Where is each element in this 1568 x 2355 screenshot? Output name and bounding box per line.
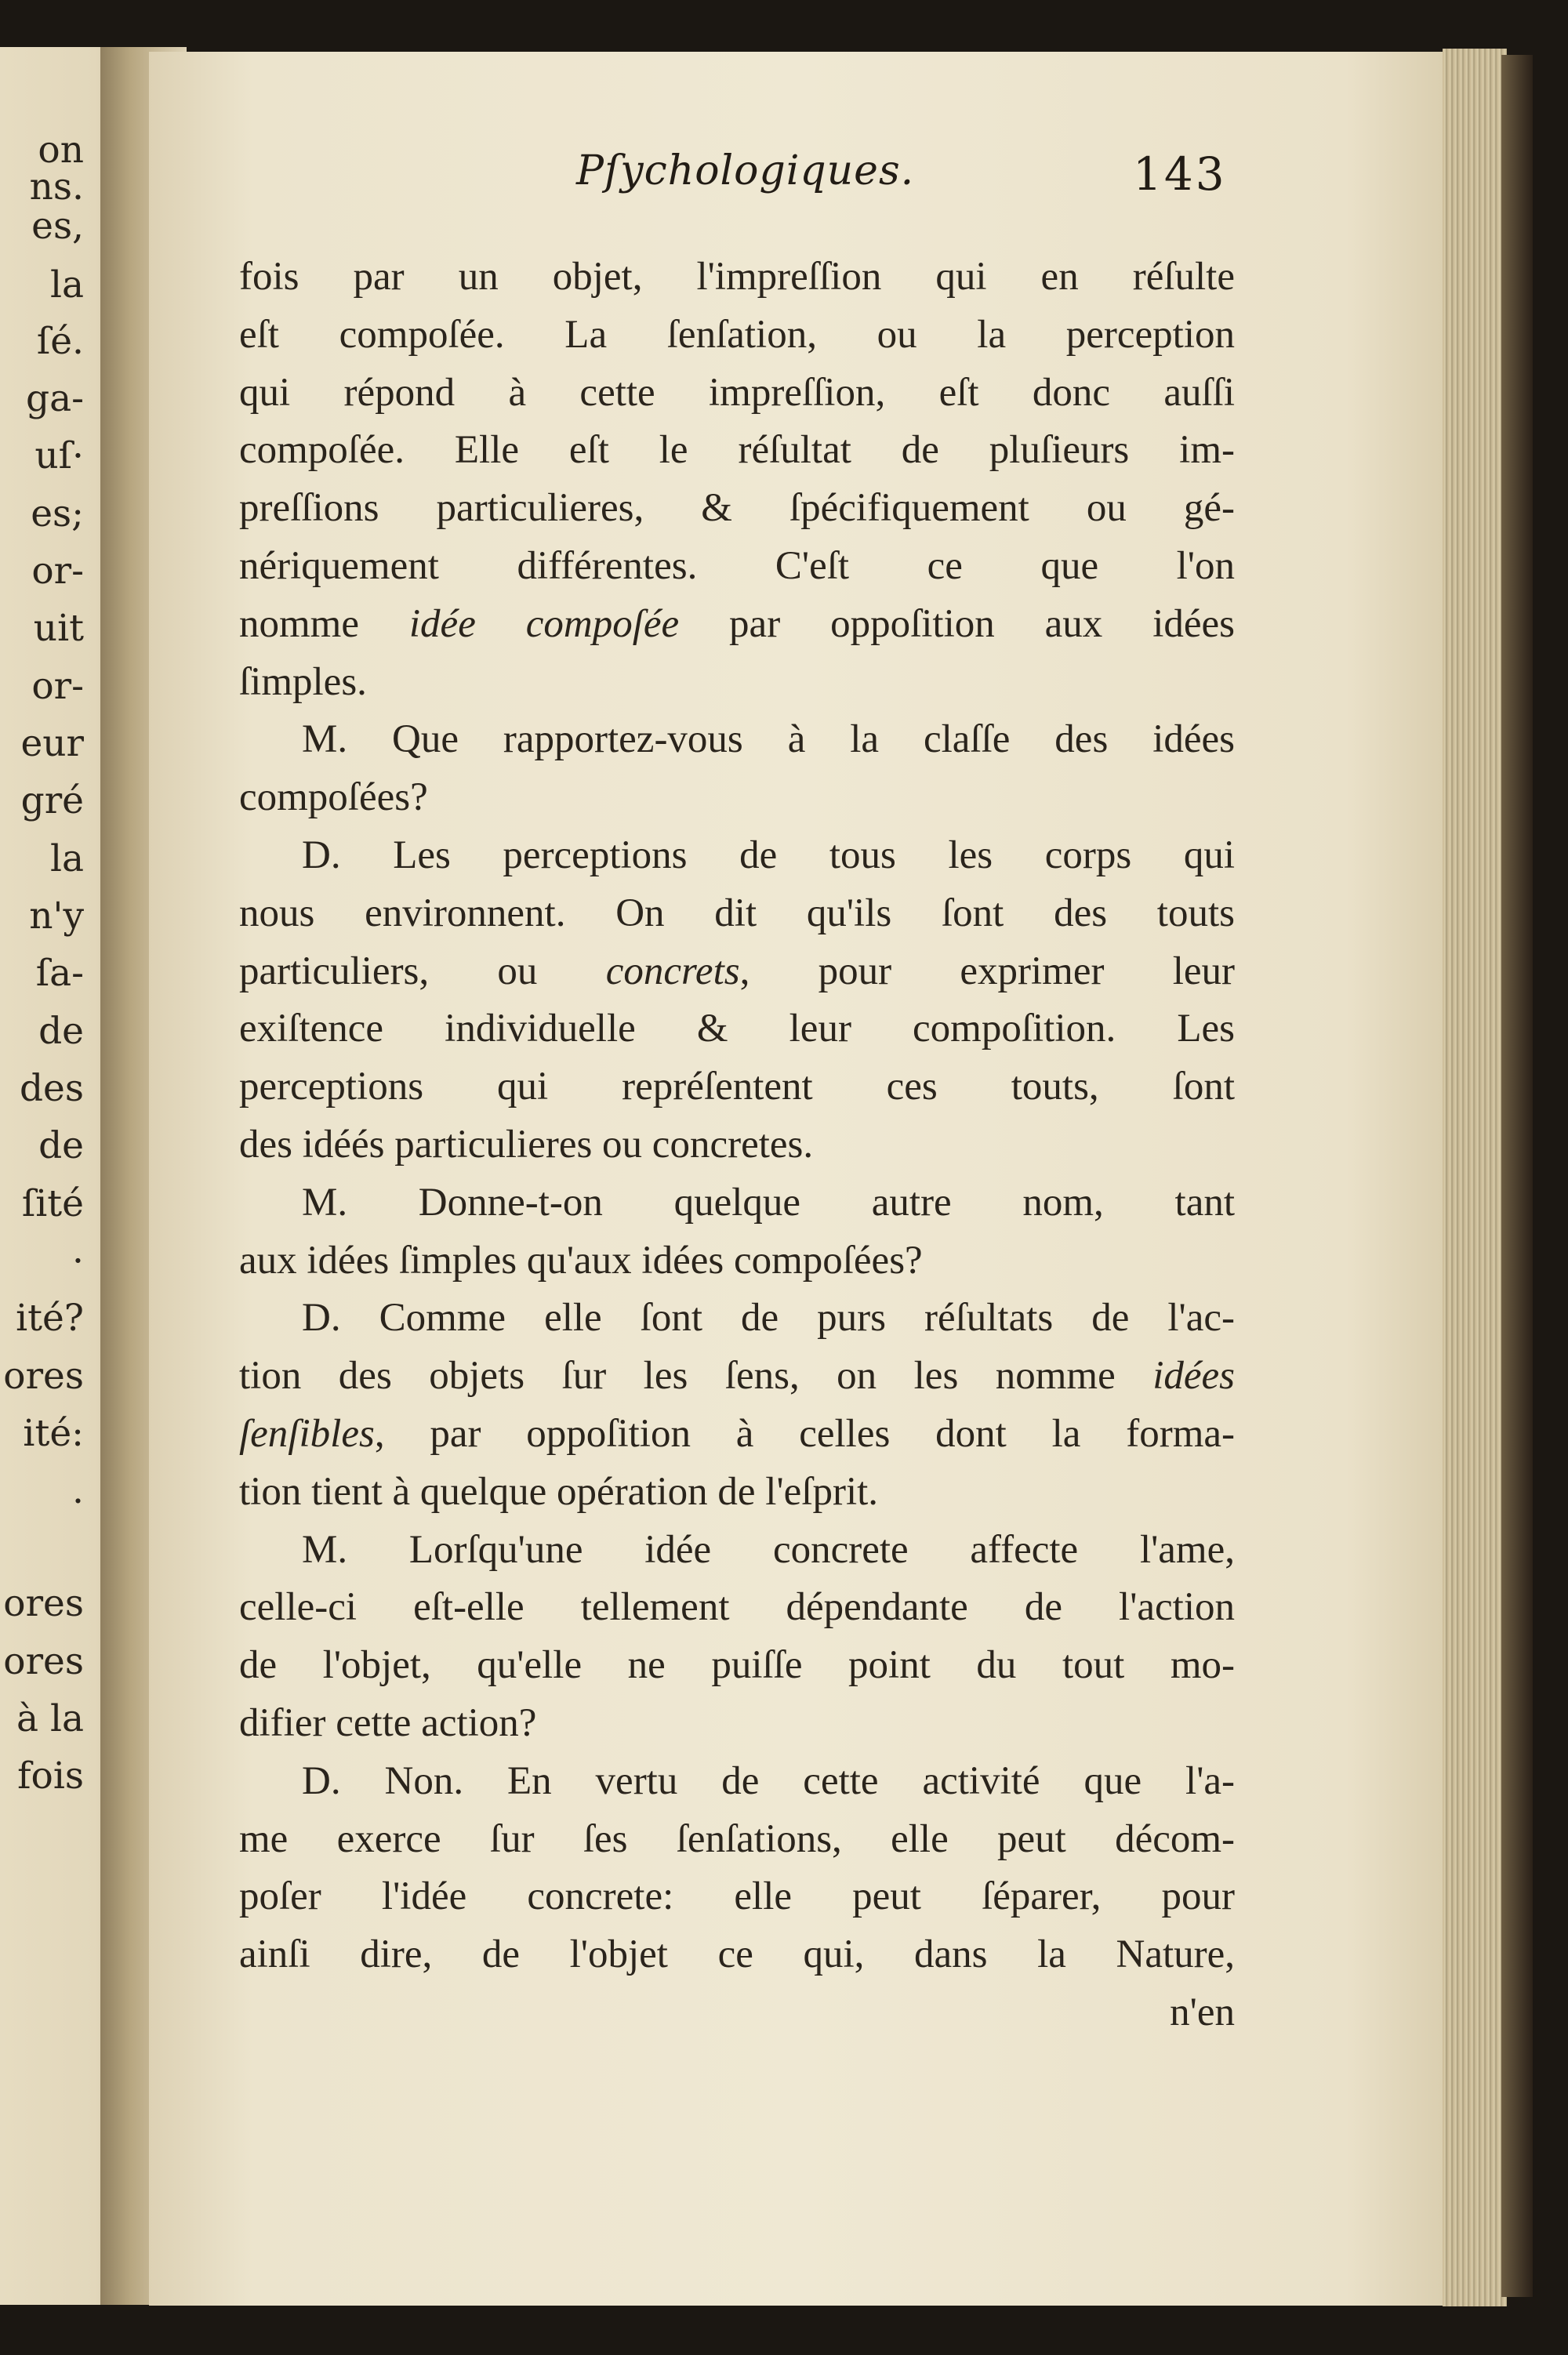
text-line: D. Non. En vertu de cette activité que l'a- — [302, 1758, 1235, 1803]
left-fragment: ité? — [16, 1297, 84, 1340]
line-segment: , pour exprimer leur — [739, 949, 1236, 993]
text-line: nériquement différentes. C'eſt ce que l'on — [239, 543, 1235, 588]
left-fragment: uit — [33, 607, 84, 650]
left-fragment: ores — [3, 1582, 84, 1625]
left-fragment: ns. — [29, 165, 84, 209]
text-line: M. Que rapportez-vous à la claſſe des idées — [302, 717, 1235, 762]
text-line: eſt compoſée. La ſenſation, ou la perception — [239, 312, 1235, 357]
left-fragment: ſa- — [35, 952, 84, 995]
left-fragment: eur — [20, 722, 84, 765]
text-line: exiſtence individuelle & leur compoſition. Les — [239, 1007, 1235, 1051]
page-number: 143 — [1133, 147, 1227, 201]
left-fragment: or- — [31, 550, 84, 593]
text-line: D. Comme elle ſont de purs réſultats de l'ac- — [302, 1296, 1235, 1341]
text-line: qui répond à cette impreſſion, eſt donc auſſi — [239, 370, 1235, 415]
left-fragment: gré — [20, 779, 84, 822]
page-edges — [1443, 49, 1507, 2306]
text-line: perceptions qui repréſentent ces touts, ſont — [239, 1065, 1235, 1109]
left-fragment: on — [38, 129, 84, 172]
italic-term: ſenſibles — [239, 1411, 375, 1456]
text-line — [239, 596, 1235, 654]
left-fragment: ores — [3, 1355, 84, 1398]
italic-term: concrets — [605, 949, 740, 993]
text-line: ainſi dire, de l'objet ce qui, dans la Nature, — [239, 1932, 1235, 1977]
left-fragment: de — [38, 1010, 84, 1053]
text-line: aux idées ſimples qu'aux idées compoſées? — [239, 1238, 923, 1283]
text-line: de l'objet, qu'elle ne puiſſe point du tout mo- — [239, 1643, 1235, 1688]
text-line: fois par un objet, l'impreſſion qui en réſulte — [239, 255, 1235, 299]
left-fragment: es; — [31, 492, 84, 535]
left-fragment: es, — [31, 205, 84, 248]
left-fragment: des — [19, 1067, 84, 1110]
left-fragment: ſité — [21, 1182, 84, 1225]
running-title: Pſychologiques. — [576, 147, 915, 194]
running-head — [149, 147, 1450, 202]
text-line: tion tient à quelque opération de l'eſprit. — [239, 1469, 879, 1514]
text-line: nous environnent. On dit qu'ils ſont des touts — [239, 891, 1235, 935]
left-fragment: ité: — [23, 1412, 84, 1455]
left-fragment: ores — [3, 1640, 84, 1683]
line-segment: nomme — [239, 601, 409, 646]
text-line: compoſée. Elle eſt le réſultat de pluſieurs im- — [239, 428, 1235, 473]
left-fragment: n'y — [29, 894, 84, 938]
text-line: D. Les perceptions de tous les corps qui — [302, 833, 1235, 877]
italic-term: idées — [1152, 1354, 1235, 1399]
left-fragment: de — [38, 1124, 84, 1167]
left-fragment: . — [72, 1469, 84, 1512]
text-line: compoſées? — [239, 775, 428, 820]
left-fragment: ga- — [26, 377, 84, 420]
text-line: M. Donne-t-on quelque autre nom, tant — [302, 1180, 1235, 1225]
text-line: des idéés particulieres ou concretes. — [239, 1122, 814, 1167]
left-fragment: la — [49, 837, 84, 880]
text-line: M. Lorſqu'une idée concrete affecte l'ame, — [302, 1527, 1235, 1572]
line-segment: tion des objets ſur les ſens, on les nomme — [239, 1354, 1153, 1399]
left-fragment: · — [72, 1239, 84, 1283]
line-segment: particuliers, ou — [239, 949, 606, 993]
left-fragment: or- — [31, 665, 84, 708]
text-line: poſer l'idée concrete: elle peut ſéparer, pour — [239, 1874, 1235, 1919]
text-line — [239, 1348, 1235, 1406]
catchword: n'en — [1170, 1990, 1235, 2034]
left-fragment: la — [49, 263, 84, 307]
text-line: difier cette action? — [239, 1700, 537, 1745]
body-text — [239, 249, 1235, 2042]
text-line — [239, 943, 1235, 1001]
text-line: me exerce ſur ſes ſenſations, elle peut décom- — [239, 1816, 1235, 1861]
line-segment: par oppoſition aux idées — [679, 601, 1235, 646]
italic-term: idée compoſée — [408, 601, 680, 646]
left-fragment: à la — [16, 1697, 84, 1740]
text-line: celle-ci eſt-elle tellement dépendante de l'action — [239, 1585, 1235, 1630]
left-fragment: fois — [17, 1754, 84, 1798]
text-line: preſſions particulieres, & ſpécifiquement ou gé- — [239, 486, 1235, 531]
left-fragment: uſ· — [34, 434, 84, 477]
line-segment: , par oppoſition à celles dont la forma- — [374, 1411, 1235, 1456]
left-fragment: ſé. — [36, 320, 84, 363]
text-line: ſimples. — [239, 659, 367, 704]
edge-shadow — [1501, 55, 1533, 2297]
text-line — [239, 1406, 1235, 1464]
